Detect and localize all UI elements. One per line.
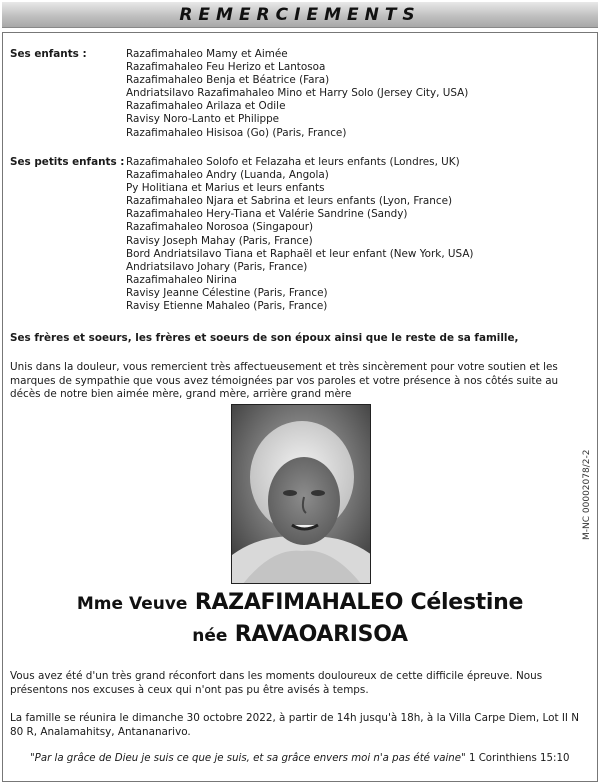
- list-item: Ravisy Noro-Lanto et Philippe: [126, 113, 280, 126]
- maiden-prefix: née: [192, 626, 228, 646]
- bible-verse: [30, 752, 590, 766]
- deceased-full-name: RAZAFIMAHALEO Célestine: [194, 590, 524, 615]
- list-item: Razafimahaleo Njara et Sabrina et leurs enfants (Lyon, France): [126, 195, 453, 208]
- list-item: Razafimahaleo Hery-Tiana et Valérie Sandrine (Sandy): [126, 208, 408, 221]
- page-title: REMERCIEMENTS: [179, 4, 421, 25]
- gathering-paragraph: La famille se réunira le dimanche 30 octobre 2022, à partir de 14h jusqu'à 18h, à la Villa Carpe Diem, Lot II N 80 R, Analamahitsy, Antananarivo.: [10, 712, 580, 738]
- deceased-name: [0, 590, 600, 615]
- list-item: Razafimahaleo Solofo et Felazaha et leurs enfants (Londres, UK): [126, 156, 460, 168]
- children-label: Ses enfants :: [10, 48, 87, 60]
- list-item: Razafimahaleo Mamy et Aimée: [126, 48, 288, 60]
- list-item: Ravisy Etienne Mahaleo (Paris, France): [126, 300, 328, 313]
- portrait-photo: [231, 404, 371, 584]
- list-item: Razafimahaleo Norosoa (Singapour): [126, 221, 314, 234]
- list-item: Bord Andriatsilavo Tiana et Raphaël et leur enfant (New York, USA): [126, 247, 474, 260]
- portrait-image: [232, 405, 371, 584]
- list-item: Py Holitiana et Marius et leurs enfants: [126, 182, 325, 195]
- list-item: Ravisy Jeanne Célestine (Paris, France): [126, 286, 328, 299]
- list-item: Razafimahaleo Feu Herizo et Lantosoa: [126, 61, 326, 74]
- grandchildren-list: [126, 156, 566, 313]
- list-item: Razafimahaleo Hisisoa (Go) (Paris, France): [126, 126, 347, 139]
- list-item: Razafimahaleo Benja et Béatrice (Fara): [126, 74, 330, 87]
- children-list: [126, 48, 566, 140]
- siblings-text: Ses frères et soeurs, les frères et soeurs de son époux ainsi que le reste de sa famille,: [10, 332, 519, 344]
- thanks-paragraph: Unis dans la douleur, vous remercient très affectueusement et très sincèrement pour votre soutien et les marques de sympathie que vous avez témoignées par vos paroles et votre présence à nos côtés suite au décès de notre bien aimée mère, grand mère, arrière grand mère: [10, 361, 559, 401]
- verse-quote: "Par la grâce de Dieu je suis ce que je suis, et sa grâce envers moi n'a pas été vaine": [30, 753, 466, 764]
- list-item: Andriatsilavo Johary (Paris, France): [126, 260, 308, 273]
- list-item: Razafimahaleo Nirina: [126, 273, 237, 286]
- name-prefix: Mme Veuve: [76, 594, 188, 614]
- reference-code: M-NC 00002078/2-2: [582, 449, 592, 540]
- list-item: Razafimahaleo Andry (Luanda, Angola): [126, 169, 329, 182]
- list-item: Ravisy Joseph Mahay (Paris, France): [126, 234, 313, 247]
- verse-reference: 1 Corinthiens 15:10: [468, 753, 570, 764]
- list-item: Razafimahaleo Arilaza et Odile: [126, 100, 286, 113]
- comfort-paragraph: Vous avez été d'un très grand réconfort dans les moments douloureux de cette difficile épreuve. Nous présentons nos excuses à ceux qui n'ont pas pu être avisés à temps.: [10, 670, 543, 696]
- list-item: Andriatsilavo Razafimahaleo Mino et Harry Solo (Jersey City, USA): [126, 87, 469, 100]
- maiden-name: [0, 622, 600, 647]
- maiden-surname: RAVAOARISOA: [234, 622, 408, 647]
- header-banner: [2, 2, 598, 28]
- grandchildren-label: Ses petits enfants :: [10, 156, 125, 168]
